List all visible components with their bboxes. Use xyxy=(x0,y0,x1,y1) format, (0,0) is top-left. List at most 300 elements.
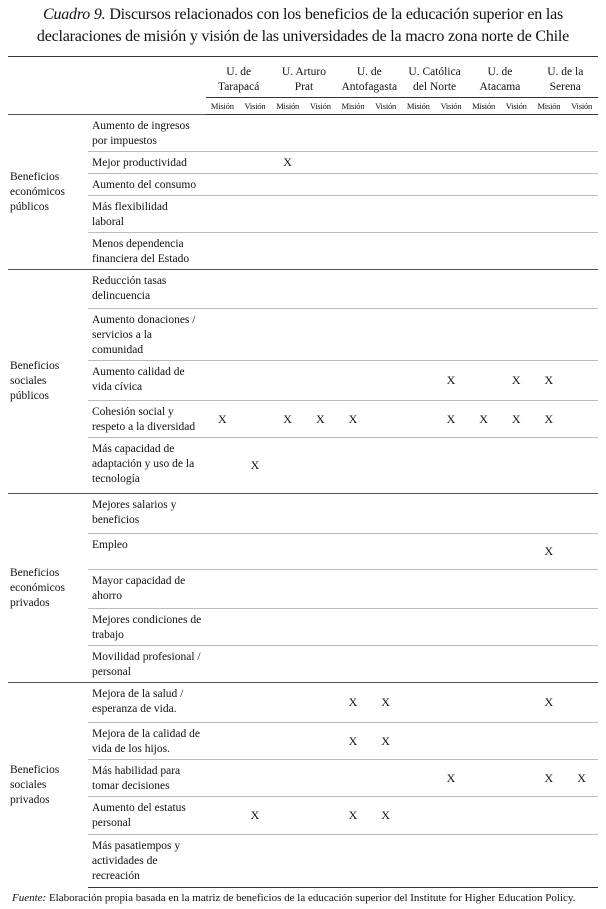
mark-cell xyxy=(565,797,598,835)
mark-cell xyxy=(435,494,468,534)
mark-cell xyxy=(435,683,468,723)
mark-cell xyxy=(467,797,500,835)
row-label: Mejores condiciones de trabajo xyxy=(88,609,206,646)
mark-cell xyxy=(402,760,435,797)
mark-cell: X xyxy=(337,401,370,438)
mark-cell xyxy=(565,494,598,534)
table-row xyxy=(8,152,598,174)
table-row xyxy=(8,534,598,570)
mark-cell xyxy=(435,723,468,760)
mark-cell xyxy=(467,438,500,494)
mark-cell xyxy=(369,152,402,174)
mark-cell: X xyxy=(206,401,239,438)
mark-cell xyxy=(435,152,468,174)
mark-cell xyxy=(337,570,370,609)
row-label: Reducción tasas delincuencia xyxy=(88,270,206,309)
mark-cell xyxy=(206,760,239,797)
mark-cell xyxy=(435,270,468,309)
table-row xyxy=(8,233,598,270)
mark-cell xyxy=(239,683,272,723)
mark-cell xyxy=(533,309,566,361)
mark-cell xyxy=(304,361,337,401)
mark-cell xyxy=(533,646,566,683)
mark-cell xyxy=(369,270,402,309)
source-label: Fuente: xyxy=(12,892,47,904)
row-label: Aumento del estatus personal xyxy=(88,797,206,835)
row-label: Más capacidad de adaptación y uso de la tecnología xyxy=(88,438,206,494)
mark-cell xyxy=(402,270,435,309)
mark-cell xyxy=(369,760,402,797)
mark-cell xyxy=(239,760,272,797)
mark-cell xyxy=(304,646,337,683)
row-label: Aumento de ingresos por impuestos xyxy=(88,115,206,152)
row-label: Aumento del consumo xyxy=(88,174,206,196)
mark-cell: X xyxy=(565,760,598,797)
mark-cell xyxy=(304,270,337,309)
mark-cell: X xyxy=(369,797,402,835)
mark-cell xyxy=(304,835,337,888)
mark-cell: X xyxy=(435,361,468,401)
mark-cell xyxy=(239,361,272,401)
mark-cell xyxy=(402,438,435,494)
mark-cell xyxy=(239,196,272,233)
mark-cell xyxy=(533,835,566,888)
mark-cell xyxy=(239,152,272,174)
mark-cell xyxy=(533,438,566,494)
table-row xyxy=(8,570,598,609)
mark-cell xyxy=(337,174,370,196)
mark-cell xyxy=(337,609,370,646)
mark-cell xyxy=(500,760,533,797)
row-label: Movilidad profesional / personal xyxy=(88,646,206,683)
caption-label: Cuadro 9. xyxy=(42,6,106,23)
mark-cell xyxy=(304,609,337,646)
mark-cell xyxy=(533,152,566,174)
mark-cell xyxy=(402,646,435,683)
vision-header: Visión xyxy=(239,98,272,115)
table-row xyxy=(8,723,598,760)
mark-cell xyxy=(467,534,500,570)
mark-cell xyxy=(271,609,304,646)
mark-cell xyxy=(337,494,370,534)
mark-cell: X xyxy=(533,401,566,438)
mark-cell xyxy=(533,270,566,309)
table-row xyxy=(8,361,598,401)
mark-cell xyxy=(500,683,533,723)
mark-cell: X xyxy=(533,760,566,797)
mark-cell xyxy=(369,309,402,361)
mark-cell xyxy=(565,401,598,438)
mark-cell xyxy=(533,196,566,233)
mark-cell: X xyxy=(337,683,370,723)
table-row xyxy=(8,609,598,646)
mark-cell xyxy=(206,270,239,309)
mark-cell xyxy=(402,401,435,438)
mark-cell xyxy=(500,438,533,494)
mark-cell xyxy=(337,646,370,683)
mark-cell xyxy=(565,174,598,196)
mark-cell xyxy=(239,233,272,270)
row-label: Más habilidad para tomar decisiones xyxy=(88,760,206,797)
mark-cell xyxy=(337,534,370,570)
mark-cell xyxy=(304,570,337,609)
mark-cell xyxy=(239,494,272,534)
mark-cell: X xyxy=(239,438,272,494)
mark-cell xyxy=(402,683,435,723)
vision-header: Visión xyxy=(369,98,402,115)
mark-cell xyxy=(304,723,337,760)
mark-cell: X xyxy=(239,797,272,835)
mark-cell xyxy=(402,196,435,233)
table-caption xyxy=(0,0,606,48)
mark-cell xyxy=(467,760,500,797)
mark-cell xyxy=(435,309,468,361)
mark-cell xyxy=(337,152,370,174)
mark-cell xyxy=(239,609,272,646)
mark-cell xyxy=(565,570,598,609)
mark-cell xyxy=(402,723,435,760)
table-row xyxy=(8,196,598,233)
table-row xyxy=(8,438,598,494)
mark-cell xyxy=(467,233,500,270)
mark-cell xyxy=(565,609,598,646)
mark-cell xyxy=(271,646,304,683)
mark-cell xyxy=(500,174,533,196)
mark-cell xyxy=(402,361,435,401)
mark-cell xyxy=(369,438,402,494)
mark-cell xyxy=(271,797,304,835)
mark-cell xyxy=(435,115,468,152)
mark-cell xyxy=(271,196,304,233)
mark-cell xyxy=(206,309,239,361)
mark-cell xyxy=(402,534,435,570)
row-label: Menos dependencia financiera del Estado xyxy=(88,233,206,270)
mision-header: Misión xyxy=(271,98,304,115)
mark-cell xyxy=(271,683,304,723)
mark-cell: X xyxy=(304,401,337,438)
vision-header: Visión xyxy=(435,98,468,115)
mision-header: Misión xyxy=(337,98,370,115)
table-row xyxy=(8,683,598,723)
source-text: Elaboración propia basada en la matriz de beneficios de la educación superior del Institute for Higher Education Policy. xyxy=(48,892,576,904)
mark-cell xyxy=(435,196,468,233)
mark-cell: X xyxy=(533,534,566,570)
mark-cell xyxy=(304,438,337,494)
mark-cell xyxy=(206,723,239,760)
vision-header: Visión xyxy=(565,98,598,115)
mark-cell xyxy=(271,174,304,196)
mark-cell xyxy=(500,646,533,683)
mark-cell xyxy=(206,174,239,196)
vision-header: Visión xyxy=(304,98,337,115)
mark-cell xyxy=(271,723,304,760)
mark-cell: X xyxy=(271,401,304,438)
group-label: Beneficios sociales públicos xyxy=(8,270,88,494)
row-label: Cohesión social y respeto a la diversidad xyxy=(88,401,206,438)
mark-cell xyxy=(206,361,239,401)
mark-cell: X xyxy=(337,797,370,835)
mision-header: Misión xyxy=(533,98,566,115)
mark-cell xyxy=(239,534,272,570)
mark-cell xyxy=(304,152,337,174)
mark-cell xyxy=(500,309,533,361)
mark-cell: X xyxy=(369,683,402,723)
mark-cell xyxy=(239,835,272,888)
mark-cell xyxy=(565,835,598,888)
mark-cell xyxy=(500,534,533,570)
mark-cell xyxy=(467,646,500,683)
mark-cell xyxy=(369,174,402,196)
mark-cell xyxy=(467,309,500,361)
mark-cell xyxy=(533,494,566,534)
mark-cell xyxy=(271,570,304,609)
mark-cell: X xyxy=(271,152,304,174)
mark-cell xyxy=(467,196,500,233)
mark-cell xyxy=(402,835,435,888)
mark-cell xyxy=(369,646,402,683)
mark-cell: X xyxy=(337,723,370,760)
mark-cell xyxy=(369,233,402,270)
mark-cell xyxy=(402,494,435,534)
university-header: U. de Tarapacá xyxy=(206,57,271,98)
group-label: Beneficios económicos privados xyxy=(8,494,88,683)
mark-cell xyxy=(467,361,500,401)
mark-cell xyxy=(369,115,402,152)
row-label: Mejora de la calidad de vida de los hijos. xyxy=(88,723,206,760)
mark-cell xyxy=(304,174,337,196)
mark-cell xyxy=(500,494,533,534)
mark-cell xyxy=(369,835,402,888)
table-row xyxy=(8,115,598,152)
mark-cell xyxy=(467,152,500,174)
row-label: Más flexibilidad laboral xyxy=(88,196,206,233)
mark-cell xyxy=(435,570,468,609)
mark-cell xyxy=(565,309,598,361)
mark-cell xyxy=(533,570,566,609)
group-label: Beneficios económicos públicos xyxy=(8,115,88,270)
mark-cell xyxy=(369,401,402,438)
mark-cell xyxy=(467,270,500,309)
mark-cell xyxy=(271,233,304,270)
mark-cell xyxy=(467,723,500,760)
mark-cell xyxy=(304,797,337,835)
mark-cell: X xyxy=(435,401,468,438)
mark-cell xyxy=(533,609,566,646)
mark-cell xyxy=(271,309,304,361)
mark-cell xyxy=(533,115,566,152)
mark-cell: X xyxy=(533,361,566,401)
mark-cell xyxy=(206,438,239,494)
mark-cell xyxy=(369,361,402,401)
mark-cell xyxy=(337,760,370,797)
table-row xyxy=(8,835,598,888)
mark-cell xyxy=(467,683,500,723)
mark-cell: X xyxy=(533,683,566,723)
mark-cell xyxy=(500,835,533,888)
mark-cell xyxy=(533,233,566,270)
mark-cell xyxy=(402,233,435,270)
row-label: Mejor productividad xyxy=(88,152,206,174)
mark-cell xyxy=(271,361,304,401)
mark-cell xyxy=(271,494,304,534)
mark-cell: X xyxy=(500,361,533,401)
mark-cell xyxy=(239,309,272,361)
mark-cell xyxy=(500,270,533,309)
mark-cell xyxy=(435,646,468,683)
table-row xyxy=(8,309,598,361)
group-label: Beneficios sociales privados xyxy=(8,683,88,888)
mark-cell xyxy=(337,438,370,494)
row-label: Empleo xyxy=(88,534,206,570)
mark-cell: X xyxy=(500,401,533,438)
row-label: Aumento donaciones / servicios a la comunidad xyxy=(88,309,206,361)
row-label: Más pasatiempos y actividades de recreación xyxy=(88,835,206,888)
mark-cell xyxy=(500,233,533,270)
mark-cell xyxy=(206,196,239,233)
mark-cell xyxy=(337,361,370,401)
mark-cell xyxy=(435,609,468,646)
mark-cell xyxy=(565,438,598,494)
mark-cell xyxy=(337,233,370,270)
vision-header: Visión xyxy=(500,98,533,115)
mark-cell xyxy=(337,835,370,888)
mark-cell xyxy=(304,115,337,152)
mark-cell xyxy=(467,835,500,888)
row-label: Mejora de la salud / esperanza de vida. xyxy=(88,683,206,723)
mark-cell xyxy=(206,570,239,609)
row-label: Mayor capacidad de ahorro xyxy=(88,570,206,609)
mark-cell xyxy=(206,609,239,646)
mark-cell xyxy=(500,797,533,835)
mark-cell xyxy=(435,835,468,888)
mark-cell xyxy=(467,494,500,534)
mision-header: Misión xyxy=(402,98,435,115)
mark-cell xyxy=(239,646,272,683)
table-row xyxy=(8,401,598,438)
mark-cell xyxy=(337,196,370,233)
mark-cell xyxy=(239,115,272,152)
mark-cell xyxy=(565,361,598,401)
table-row xyxy=(8,494,598,534)
mision-header: Misión xyxy=(467,98,500,115)
mark-cell xyxy=(206,494,239,534)
row-label: Mejores salarios y beneficios xyxy=(88,494,206,534)
mark-cell xyxy=(206,233,239,270)
mark-cell xyxy=(271,760,304,797)
mark-cell xyxy=(565,115,598,152)
mark-cell xyxy=(435,174,468,196)
mark-cell xyxy=(271,270,304,309)
mark-cell xyxy=(369,570,402,609)
mark-cell xyxy=(435,233,468,270)
mark-cell xyxy=(337,309,370,361)
mark-cell xyxy=(304,760,337,797)
mark-cell xyxy=(565,534,598,570)
university-header: U. de Atacama xyxy=(467,57,532,98)
mark-cell xyxy=(565,152,598,174)
mark-cell xyxy=(271,438,304,494)
mark-cell xyxy=(500,115,533,152)
mark-cell xyxy=(271,534,304,570)
table-row xyxy=(8,797,598,835)
mark-cell xyxy=(304,309,337,361)
mark-cell xyxy=(206,152,239,174)
mark-cell xyxy=(435,438,468,494)
mark-cell xyxy=(402,309,435,361)
mark-cell xyxy=(533,174,566,196)
mark-cell: X xyxy=(435,760,468,797)
mark-cell xyxy=(467,174,500,196)
university-header: U. Arturo Prat xyxy=(271,57,336,98)
mision-header: Misión xyxy=(206,98,239,115)
table-row xyxy=(8,760,598,797)
mark-cell xyxy=(369,196,402,233)
mark-cell xyxy=(402,570,435,609)
mark-cell xyxy=(271,115,304,152)
mark-cell xyxy=(500,609,533,646)
mark-cell xyxy=(304,534,337,570)
mark-cell xyxy=(435,797,468,835)
mark-cell xyxy=(402,609,435,646)
mark-cell xyxy=(271,835,304,888)
row-label: Aumento calidad de vida cívica xyxy=(88,361,206,401)
mark-cell xyxy=(467,570,500,609)
mark-cell xyxy=(239,174,272,196)
mark-cell xyxy=(239,723,272,760)
mark-cell xyxy=(500,196,533,233)
mark-cell xyxy=(565,723,598,760)
mark-cell xyxy=(500,152,533,174)
mark-cell xyxy=(206,115,239,152)
mark-cell xyxy=(402,115,435,152)
mark-cell xyxy=(500,570,533,609)
mark-cell xyxy=(304,494,337,534)
mark-cell xyxy=(206,683,239,723)
mark-cell xyxy=(402,152,435,174)
mark-cell xyxy=(500,723,533,760)
mark-cell xyxy=(206,835,239,888)
source-note xyxy=(12,891,597,905)
mark-cell xyxy=(206,646,239,683)
table-row xyxy=(8,270,598,309)
mark-cell: X xyxy=(467,401,500,438)
benefits-table xyxy=(8,56,598,888)
mark-cell xyxy=(239,270,272,309)
table-row xyxy=(8,174,598,196)
mark-cell xyxy=(565,270,598,309)
mark-cell xyxy=(533,723,566,760)
mark-cell xyxy=(337,270,370,309)
mark-cell xyxy=(304,233,337,270)
mark-cell xyxy=(369,494,402,534)
mark-cell xyxy=(369,534,402,570)
mark-cell xyxy=(565,683,598,723)
mark-cell xyxy=(467,115,500,152)
mark-cell xyxy=(467,609,500,646)
university-header: U. de la Serena xyxy=(533,57,598,98)
table-row xyxy=(8,646,598,683)
mark-cell xyxy=(369,609,402,646)
mark-cell xyxy=(337,115,370,152)
mark-cell xyxy=(533,797,566,835)
mark-cell xyxy=(206,797,239,835)
mark-cell xyxy=(402,797,435,835)
university-header: U. de Antofagasta xyxy=(337,57,402,98)
mark-cell xyxy=(239,401,272,438)
mark-cell xyxy=(435,534,468,570)
mark-cell xyxy=(565,646,598,683)
mark-cell xyxy=(565,196,598,233)
